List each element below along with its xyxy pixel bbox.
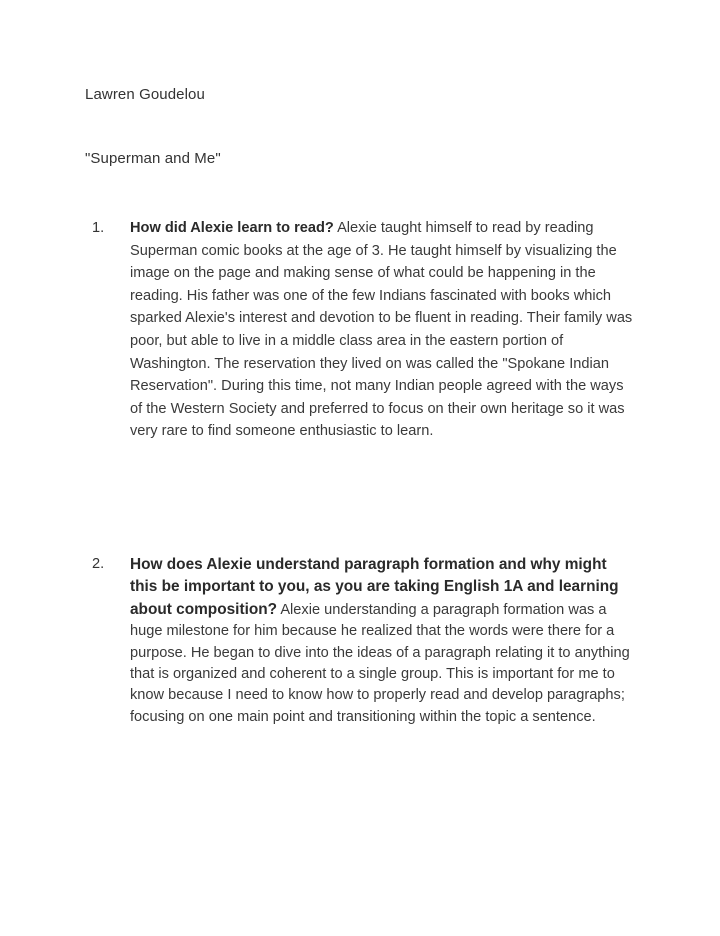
question-number: 1.	[92, 220, 105, 236]
document-title: "Superman and Me"	[85, 150, 221, 167]
question-item-2	[92, 554, 637, 728]
answer-text	[130, 602, 630, 725]
question-item-1	[92, 217, 637, 443]
question-text: How does Alexie understand paragraph formation and why might this be important to you, as you are taking English 1A and learning about composition?	[130, 556, 619, 618]
question-paragraph	[92, 554, 637, 728]
question-number: 2.	[92, 556, 105, 572]
answer-text	[130, 220, 632, 439]
author-name: Lawren Goudelou	[85, 86, 205, 103]
answer-body: Alexie understanding a paragraph formation was a huge milestone for him because he realized that the words were there for a purpose. He began to dive into the ideas of a paragraph relating it to anything that is organized and coherent to a single group. This is important for me to know because I need to know how to properly read and develop paragraphs; focusing on one main point and transitioning within the topic a sentence.	[130, 601, 630, 725]
answer-body: Alexie taught himself to read by reading Superman comic books at the age of 3. He taught himself by visualizing the image on the page and making sense of what could be happening in the reading. His father was one of the few Indians fascinated with books which sparked Alexie's interest and devotion to be fluent in reading. Their family was poor, but able to live in a middle class area in the eastern portion of Washington. The reservation they lived on was called the "Spokane Indian Reservation". During this time, not many Indian people agreed with the ways of the Western Society and preferred to focus on their own heritage so it was very rare to find someone enthusiastic to learn.	[130, 220, 633, 440]
question-text: How did Alexie learn to read?	[130, 220, 334, 236]
question-paragraph	[92, 217, 637, 443]
